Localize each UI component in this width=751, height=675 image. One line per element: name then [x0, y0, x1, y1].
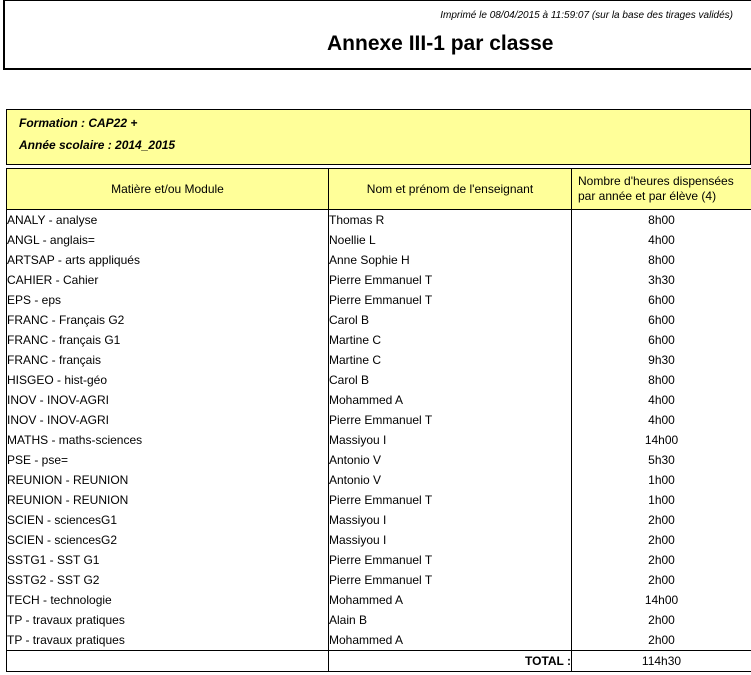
- table-row: [7, 510, 751, 530]
- cell-enseignant: Martine C: [329, 350, 572, 370]
- table-row: [7, 430, 751, 450]
- table-row: [7, 310, 751, 330]
- cell-matiere: REUNION - REUNION: [7, 490, 329, 510]
- total-empty-cell: [7, 651, 329, 672]
- cell-enseignant: Alain B: [329, 610, 572, 630]
- cell-matiere: ANGL - anglais=: [7, 230, 329, 250]
- cell-heures: 1h00: [572, 470, 751, 490]
- cell-matiere: INOV - INOV-AGRI: [7, 390, 329, 410]
- table-row: [7, 390, 751, 410]
- cell-matiere: ARTSAP - arts appliqués: [7, 250, 329, 270]
- cell-matiere: SCIEN - sciencesG1: [7, 510, 329, 530]
- cell-heures: 4h00: [572, 390, 751, 410]
- cell-matiere: SSTG1 - SST G1: [7, 550, 329, 570]
- report-header: [3, 0, 751, 70]
- table-row: [7, 270, 751, 290]
- cell-matiere: FRANC - français: [7, 350, 329, 370]
- cell-heures: 6h00: [572, 290, 751, 310]
- formation-label: Formation : CAP22 +: [19, 116, 138, 130]
- cell-enseignant: Pierre Emmanuel T: [329, 570, 572, 590]
- cell-heures: 4h00: [572, 410, 751, 430]
- table-row: [7, 530, 751, 550]
- cell-heures: 9h30: [572, 350, 751, 370]
- cell-enseignant: Mohammed A: [329, 590, 572, 610]
- table-row: [7, 470, 751, 490]
- cell-heures: 2h00: [572, 610, 751, 630]
- cell-heures: 5h30: [572, 450, 751, 470]
- cell-heures: 2h00: [572, 630, 751, 651]
- cell-heures: 8h00: [572, 210, 751, 231]
- table-row: [7, 370, 751, 390]
- cell-matiere: FRANC - Français G2: [7, 310, 329, 330]
- cell-heures: 14h00: [572, 430, 751, 450]
- cell-matiere: PSE - pse=: [7, 450, 329, 470]
- cell-enseignant: Thomas R: [329, 210, 572, 231]
- cell-matiere: TP - travaux pratiques: [7, 610, 329, 630]
- table-row: [7, 450, 751, 470]
- cell-heures: 2h00: [572, 510, 751, 530]
- table-row: [7, 330, 751, 350]
- cell-matiere: MATHS - maths-sciences: [7, 430, 329, 450]
- cell-enseignant: Pierre Emmanuel T: [329, 490, 572, 510]
- cell-enseignant: Massiyou I: [329, 530, 572, 550]
- cell-enseignant: Massiyou I: [329, 510, 572, 530]
- cell-matiere: TP - travaux pratiques: [7, 630, 329, 651]
- cell-heures: 14h00: [572, 590, 751, 610]
- cell-enseignant: Pierre Emmanuel T: [329, 410, 572, 430]
- table-row: [7, 230, 751, 250]
- cell-matiere: SSTG2 - SST G2: [7, 570, 329, 590]
- cell-matiere: HISGEO - hist-géo: [7, 370, 329, 390]
- table-row: [7, 570, 751, 590]
- cell-enseignant: Massiyou I: [329, 430, 572, 450]
- cell-heures: 3h30: [572, 270, 751, 290]
- cell-matiere: EPS - eps: [7, 290, 329, 310]
- cell-matiere: CAHIER - Cahier: [7, 270, 329, 290]
- cell-matiere: SCIEN - sciencesG2: [7, 530, 329, 550]
- cell-heures: 8h00: [572, 250, 751, 270]
- cell-matiere: INOV - INOV-AGRI: [7, 410, 329, 430]
- class-info-box: [6, 109, 751, 165]
- cell-heures: 2h00: [572, 550, 751, 570]
- table-row: [7, 290, 751, 310]
- cell-heures: 1h00: [572, 490, 751, 510]
- column-header-matiere: Matière et/ou Module: [7, 169, 329, 210]
- column-header-heures: Nombre d'heures dispensées par année et par élève (4): [572, 169, 751, 210]
- cell-enseignant: Noellie L: [329, 230, 572, 250]
- table-row: [7, 210, 751, 231]
- cell-enseignant: Mohammed A: [329, 390, 572, 410]
- cell-enseignant: Anne Sophie H: [329, 250, 572, 270]
- cell-matiere: FRANC - français G1: [7, 330, 329, 350]
- table-row: [7, 410, 751, 430]
- cell-enseignant: Mohammed A: [329, 630, 572, 651]
- cell-enseignant: Antonio V: [329, 450, 572, 470]
- cell-enseignant: Antonio V: [329, 470, 572, 490]
- table-row: [7, 630, 751, 651]
- table-row: [7, 550, 751, 570]
- cell-enseignant: Martine C: [329, 330, 572, 350]
- cell-enseignant: Pierre Emmanuel T: [329, 270, 572, 290]
- cell-heures: 2h00: [572, 570, 751, 590]
- hours-table: [6, 168, 751, 672]
- cell-heures: 6h00: [572, 310, 751, 330]
- table-row: [7, 350, 751, 370]
- column-header-enseignant: Nom et prénom de l'enseignant: [329, 169, 572, 210]
- page-title: Annexe III-1 par classe: [327, 32, 554, 55]
- school-year-label: Année scolaire : 2014_2015: [19, 138, 176, 152]
- cell-heures: 4h00: [572, 230, 751, 250]
- cell-enseignant: Pierre Emmanuel T: [329, 290, 572, 310]
- table-row: [7, 490, 751, 510]
- cell-enseignant: Carol B: [329, 370, 572, 390]
- table-header-row: [7, 169, 751, 210]
- table-row: [7, 590, 751, 610]
- cell-enseignant: Pierre Emmanuel T: [329, 550, 572, 570]
- printed-timestamp: Imprimé le 08/04/2015 à 11:59:07 (sur la base des tirages validés): [440, 10, 733, 21]
- total-row: [7, 651, 751, 672]
- cell-enseignant: Carol B: [329, 310, 572, 330]
- table-row: [7, 610, 751, 630]
- total-value: 114h30: [572, 651, 751, 672]
- cell-heures: 8h00: [572, 370, 751, 390]
- cell-matiere: REUNION - REUNION: [7, 470, 329, 490]
- cell-matiere: TECH - technologie: [7, 590, 329, 610]
- cell-heures: 6h00: [572, 330, 751, 350]
- cell-matiere: ANALY - analyse: [7, 210, 329, 231]
- table-body: [7, 210, 751, 651]
- cell-heures: 2h00: [572, 530, 751, 550]
- table-row: [7, 250, 751, 270]
- total-label: TOTAL :: [329, 651, 572, 672]
